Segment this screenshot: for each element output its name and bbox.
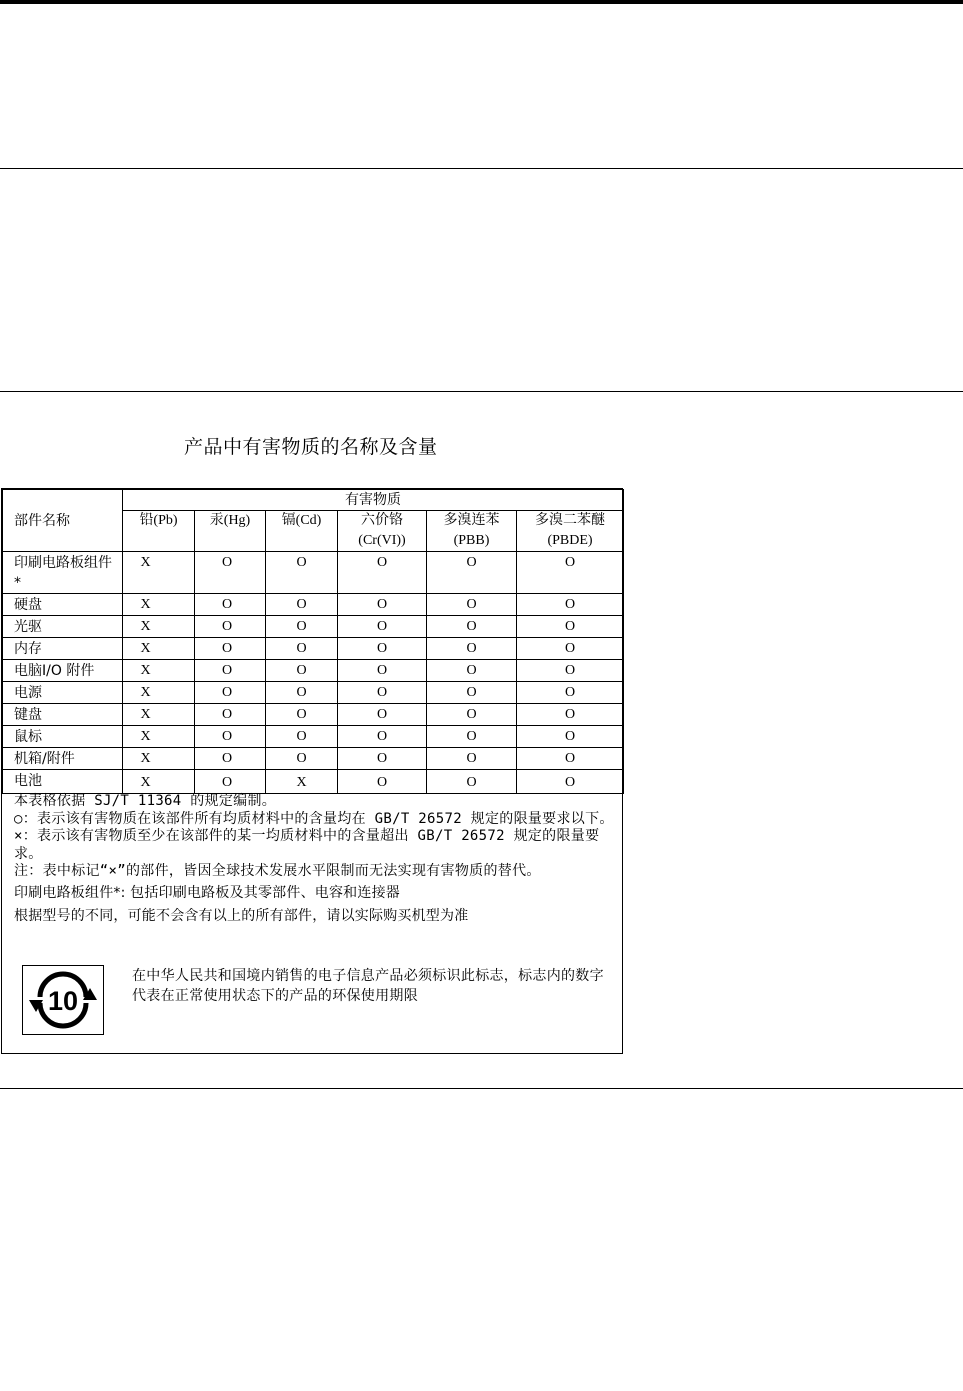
note-line: ○：表示该有害物质在该部件所有均质材料中的含量均在 GB/T 26572 规定的限量要求以下。: [14, 810, 614, 827]
substance-mark: [195, 616, 266, 638]
substance-mark: [427, 616, 517, 638]
substance-mark: [338, 704, 427, 726]
substance-mark: [266, 682, 338, 704]
column-header-label: 镉(Cd): [281, 513, 322, 528]
substance-mark-value: X: [140, 597, 151, 612]
component-name: 电源: [3, 682, 123, 704]
substance-mark: [195, 726, 266, 748]
substance-mark: [266, 552, 338, 594]
substance-mark: [427, 770, 517, 794]
section-divider: [0, 168, 963, 169]
substance-mark: [195, 594, 266, 616]
substance-mark: [517, 726, 624, 748]
group-header: 有害物质: [123, 490, 624, 511]
substance-mark-value: O: [466, 751, 477, 766]
substance-mark-value: O: [221, 685, 233, 700]
table-row: [3, 726, 624, 748]
epup-circle-icon: [23, 966, 103, 1034]
substance-mark-value: O: [466, 685, 477, 700]
substance-mark-value: O: [466, 729, 477, 744]
column-header: [195, 511, 266, 552]
substance-mark-value: O: [376, 597, 388, 612]
substance-mark: [266, 660, 338, 682]
table-row: [3, 552, 624, 594]
substance-mark: [266, 638, 338, 660]
component-name: 机箱/附件: [3, 748, 123, 770]
substance-mark-value: O: [466, 663, 477, 678]
substance-mark: [123, 726, 195, 748]
substance-mark: [123, 770, 195, 794]
substance-mark: [195, 660, 266, 682]
substance-mark-value: O: [564, 597, 576, 612]
component-name: 硬盘: [3, 594, 123, 616]
substance-mark-value: X: [140, 641, 151, 656]
substance-mark-value: X: [140, 707, 151, 722]
corner-header: 部件名称: [3, 490, 123, 552]
hazardous-substance-table: [2, 489, 624, 794]
substance-mark-value: O: [221, 555, 233, 570]
table-row: [3, 682, 624, 704]
substance-mark: [266, 594, 338, 616]
substance-mark-value: O: [376, 775, 388, 790]
substance-mark-value: O: [564, 729, 576, 744]
substance-mark: [123, 638, 195, 660]
note-line: 印刷电路板组件*: 包括印刷电路板及其零部件、电容和连接器: [14, 884, 400, 901]
substance-mark: [427, 638, 517, 660]
substance-mark-value: O: [376, 751, 388, 766]
substance-mark: [266, 616, 338, 638]
note-line: ×：表示该有害物质至少在该部件的某一均质材料中的含量超出 GB/T 26572 规定的限量要求。: [14, 828, 600, 862]
substance-mark: [338, 552, 427, 594]
substance-mark: [266, 704, 338, 726]
substance-mark-value: O: [376, 619, 388, 634]
column-header: [123, 511, 195, 552]
substance-mark-value: O: [466, 555, 477, 570]
column-header: [517, 511, 624, 552]
table-row: [3, 638, 624, 660]
component-name: 鼠标: [3, 726, 123, 748]
substance-mark: [517, 594, 624, 616]
substance-mark-value: O: [564, 663, 576, 678]
substance-mark-value: O: [564, 641, 576, 656]
substance-mark-value: O: [564, 685, 576, 700]
substance-mark-value: O: [466, 619, 477, 634]
column-header: [338, 511, 427, 552]
substance-mark: [266, 748, 338, 770]
substance-mark: [338, 616, 427, 638]
substance-mark: [517, 748, 624, 770]
substance-mark-value: O: [296, 641, 307, 656]
component-name: 电池: [3, 770, 123, 794]
substance-mark: [195, 704, 266, 726]
section-divider: [0, 1088, 963, 1089]
substance-mark-value: O: [221, 663, 233, 678]
table-row: [3, 594, 624, 616]
substance-mark: [517, 552, 624, 594]
substance-mark: [123, 748, 195, 770]
hazardous-substance-box: [1, 488, 623, 1054]
substance-mark: [427, 660, 517, 682]
substance-mark: [517, 682, 624, 704]
table-row: [3, 770, 624, 794]
substance-mark-value: O: [466, 775, 477, 790]
substance-mark: [338, 660, 427, 682]
top-rule: [0, 0, 963, 4]
substance-mark: [517, 704, 624, 726]
substance-mark-value: X: [140, 555, 151, 570]
column-header-label: 多溴连苯: [443, 513, 500, 528]
substance-mark-value: O: [221, 729, 233, 744]
substance-mark: [338, 748, 427, 770]
component-name: 印刷电路板组件*: [3, 552, 123, 594]
table-row: [3, 748, 624, 770]
substance-mark: [427, 594, 517, 616]
substance-mark-value: O: [221, 597, 233, 612]
substance-mark-value: O: [221, 707, 233, 722]
substance-mark-value: O: [466, 707, 477, 722]
substance-mark-value: O: [564, 619, 576, 634]
substance-mark-value: X: [296, 775, 307, 790]
column-header-label: 铅(Pb): [139, 513, 178, 528]
note-line: 注：表中标记“×”的部件，皆因全球技术发展水平限制而无法实现有害物质的替代。: [14, 863, 541, 879]
substance-mark-value: O: [221, 619, 233, 634]
substance-mark: [517, 638, 624, 660]
substance-mark: [195, 748, 266, 770]
component-name: 电脑I/O 附件: [3, 660, 123, 682]
substance-mark-value: O: [296, 619, 307, 634]
substance-mark: [427, 726, 517, 748]
component-name: 键盘: [3, 704, 123, 726]
substance-mark: [195, 552, 266, 594]
epup-logo-number: 10: [47, 986, 79, 1016]
component-name: 光驱: [3, 616, 123, 638]
substance-mark-value: O: [221, 751, 233, 766]
substance-mark-value: O: [564, 707, 576, 722]
substance-mark: [427, 704, 517, 726]
substance-mark: [123, 552, 195, 594]
column-header-formula: (Cr(VI)): [358, 533, 406, 548]
substance-mark-value: O: [376, 729, 388, 744]
substance-mark: [517, 770, 624, 794]
substance-mark-value: O: [376, 685, 388, 700]
component-name: 内存: [3, 638, 123, 660]
substance-mark: [338, 726, 427, 748]
substance-mark-value: O: [376, 555, 388, 570]
table-row: [3, 616, 624, 638]
note-line: 本表格依据 SJ/T 11364 的规定编制。: [14, 793, 277, 809]
substance-mark: [123, 616, 195, 638]
substance-mark-value: O: [466, 641, 477, 656]
substance-mark-value: X: [140, 663, 151, 678]
table-row: [3, 660, 624, 682]
substance-mark-value: X: [140, 775, 151, 790]
substance-mark: [123, 660, 195, 682]
substance-mark: [427, 748, 517, 770]
substance-mark: [338, 594, 427, 616]
section-divider: [0, 391, 963, 392]
substance-mark: [195, 770, 266, 794]
substance-mark: [123, 594, 195, 616]
column-header-formula: (PBDE): [547, 533, 593, 548]
substance-mark-value: O: [221, 775, 233, 790]
substance-mark: [338, 770, 427, 794]
column-header: [266, 511, 338, 552]
column-header: [427, 511, 517, 552]
substance-mark: [123, 704, 195, 726]
substance-mark-value: O: [564, 775, 576, 790]
substance-mark-value: O: [296, 663, 307, 678]
column-header-label: 多溴二苯醚: [535, 513, 605, 528]
substance-mark-value: X: [140, 685, 151, 700]
substance-mark: [517, 616, 624, 638]
substance-mark-value: O: [296, 555, 307, 570]
substance-mark: [338, 682, 427, 704]
substance-mark-value: O: [296, 685, 307, 700]
substance-mark: [427, 682, 517, 704]
substance-mark: [517, 660, 624, 682]
substance-mark: [427, 552, 517, 594]
substance-mark: [123, 682, 195, 704]
substance-mark: [266, 770, 338, 794]
substance-mark: [195, 682, 266, 704]
note-line: 根据型号的不同，可能不会含有以上的所有部件，请以实际购买机型为准: [14, 907, 469, 924]
page-title: 产品中有害物质的名称及含量: [184, 436, 438, 458]
column-header-label: 六价铬: [361, 513, 403, 528]
column-header-label: 汞(Hg): [209, 513, 251, 528]
substance-mark-value: O: [564, 751, 576, 766]
substance-mark-value: O: [296, 751, 307, 766]
table-row: [3, 704, 624, 726]
substance-mark: [195, 638, 266, 660]
substance-mark-value: O: [376, 641, 388, 656]
substance-mark-value: O: [376, 663, 388, 678]
substance-mark-value: O: [376, 707, 388, 722]
substance-mark-value: X: [140, 729, 151, 744]
substance-mark-value: O: [296, 597, 307, 612]
epup-description: 在中华人民共和国境内销售的电子信息产品必须标识此标志，标志内的数字代表在正常使用状态下的产品的环保使用期限: [132, 968, 604, 1004]
notes-block: [14, 793, 614, 927]
epup-10-logo: [22, 965, 104, 1035]
substance-mark-value: O: [296, 707, 307, 722]
substance-mark: [338, 638, 427, 660]
substance-mark-value: O: [296, 729, 307, 744]
substance-mark-value: O: [221, 641, 233, 656]
substance-mark-value: O: [564, 555, 576, 570]
substance-mark-value: X: [140, 751, 151, 766]
column-header-formula: (PBB): [453, 533, 490, 548]
substance-mark: [266, 726, 338, 748]
substance-mark-value: O: [466, 597, 477, 612]
substance-mark-value: X: [140, 619, 151, 634]
